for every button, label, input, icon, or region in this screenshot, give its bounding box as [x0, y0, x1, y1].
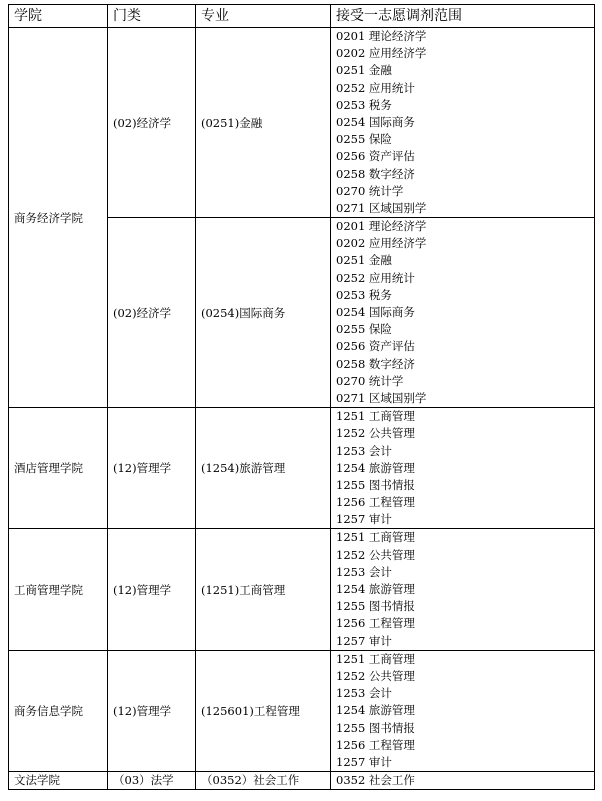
major-cell: (125601)工程管理 [196, 650, 331, 771]
scope-item: 0254 国际商务 [336, 114, 415, 129]
scope-cell [331, 772, 595, 790]
scope-cell [331, 28, 595, 218]
scope-item: 0201 理论经济学 [336, 29, 427, 43]
scope-item: 1252 公共管理 [336, 426, 415, 441]
scope-item: 0256 资产评估 [336, 339, 415, 354]
scope-item: 0255 保险 [336, 132, 392, 147]
scope-item: 0253 税务 [336, 287, 392, 302]
scope-item: 1256 工程管理 [336, 495, 415, 510]
scope-item: 0270 统计学 [336, 183, 404, 198]
scope-cell [331, 650, 595, 771]
scope-item: 1255 图书情报 [336, 720, 415, 735]
scope-item: 0271 区域国别学 [336, 200, 427, 215]
scope-item: 0352 社会工作 [336, 773, 415, 788]
category-cell: (12)管理学 [108, 529, 196, 650]
table-body [9, 28, 595, 790]
header-adjustment-scope: 接受一志愿调剂范围 [331, 5, 595, 28]
category-cell: （03）法学 [108, 772, 196, 790]
college-cell: 商务信息学院 [9, 650, 108, 771]
table-row [9, 28, 595, 218]
scope-cell [331, 529, 595, 650]
header-row [9, 5, 595, 28]
header-category: 门类 [108, 5, 196, 28]
scope-item: 0258 数字经济 [336, 166, 415, 181]
scope-item: 0202 应用经济学 [336, 236, 427, 251]
scope-item: 0255 保险 [336, 322, 392, 337]
adjustment-table [8, 4, 595, 790]
scope-item: 1251 工商管理 [336, 409, 415, 424]
scope-cell [331, 408, 595, 529]
scope-item: 1252 公共管理 [336, 668, 415, 683]
scope-item: 1257 审计 [336, 754, 392, 769]
scope-item: 0251 金融 [336, 253, 392, 268]
table-row [9, 408, 595, 529]
scope-item: 0252 应用统计 [336, 80, 415, 95]
scope-item: 0201 理论经济学 [336, 219, 427, 234]
scope-item: 1254 旅游管理 [336, 703, 415, 718]
scope-item: 1255 图书情报 [336, 477, 415, 492]
major-cell: （0352）社会工作 [196, 772, 331, 790]
scope-item: 0252 应用统计 [336, 270, 415, 285]
scope-item: 1254 旅游管理 [336, 460, 415, 475]
major-cell: (0254)国际商务 [196, 218, 331, 408]
scope-item: 0258 数字经济 [336, 356, 415, 371]
major-cell: (1251)工商管理 [196, 529, 331, 650]
scope-item: 1255 图书情报 [336, 599, 415, 614]
college-cell: 工商管理学院 [9, 529, 108, 650]
table-row [9, 772, 595, 790]
header-college: 学院 [9, 5, 108, 28]
major-cell: (0251)金融 [196, 28, 331, 218]
scope-item: 0256 资产评估 [336, 149, 415, 164]
major-cell: (1254)旅游管理 [196, 408, 331, 529]
scope-item: 1253 会计 [336, 564, 392, 579]
scope-item: 1251 工商管理 [336, 530, 415, 545]
scope-item: 1251 工商管理 [336, 651, 415, 666]
scope-item: 0251 金融 [336, 63, 392, 78]
scope-item: 1257 审计 [336, 512, 392, 527]
scope-item: 1254 旅游管理 [336, 582, 415, 596]
scope-item: 1256 工程管理 [336, 737, 415, 752]
scope-cell [331, 218, 595, 408]
category-cell: (12)管理学 [108, 650, 196, 771]
scope-item: 1253 会计 [336, 443, 392, 458]
college-cell: 商务经济学院 [9, 28, 108, 408]
college-cell: 酒店管理学院 [9, 408, 108, 529]
scope-item: 1257 审计 [336, 633, 392, 648]
scope-item: 0202 应用经济学 [336, 46, 427, 61]
table-row [9, 529, 595, 650]
college-cell: 文法学院 [9, 772, 108, 790]
scope-item: 0253 税务 [336, 97, 392, 112]
category-cell: (02)经济学 [108, 218, 196, 408]
scope-item: 1252 公共管理 [336, 547, 415, 562]
scope-item: 1256 工程管理 [336, 616, 415, 631]
category-cell: (02)经济学 [108, 28, 196, 218]
table-row [9, 650, 595, 771]
category-cell: (12)管理学 [108, 408, 196, 529]
scope-item: 0271 区域国别学 [336, 390, 427, 405]
scope-item: 0270 统计学 [336, 373, 404, 388]
scope-item: 1253 会计 [336, 686, 392, 701]
header-major: 专业 [196, 5, 331, 28]
scope-item: 0254 国际商务 [336, 305, 415, 319]
